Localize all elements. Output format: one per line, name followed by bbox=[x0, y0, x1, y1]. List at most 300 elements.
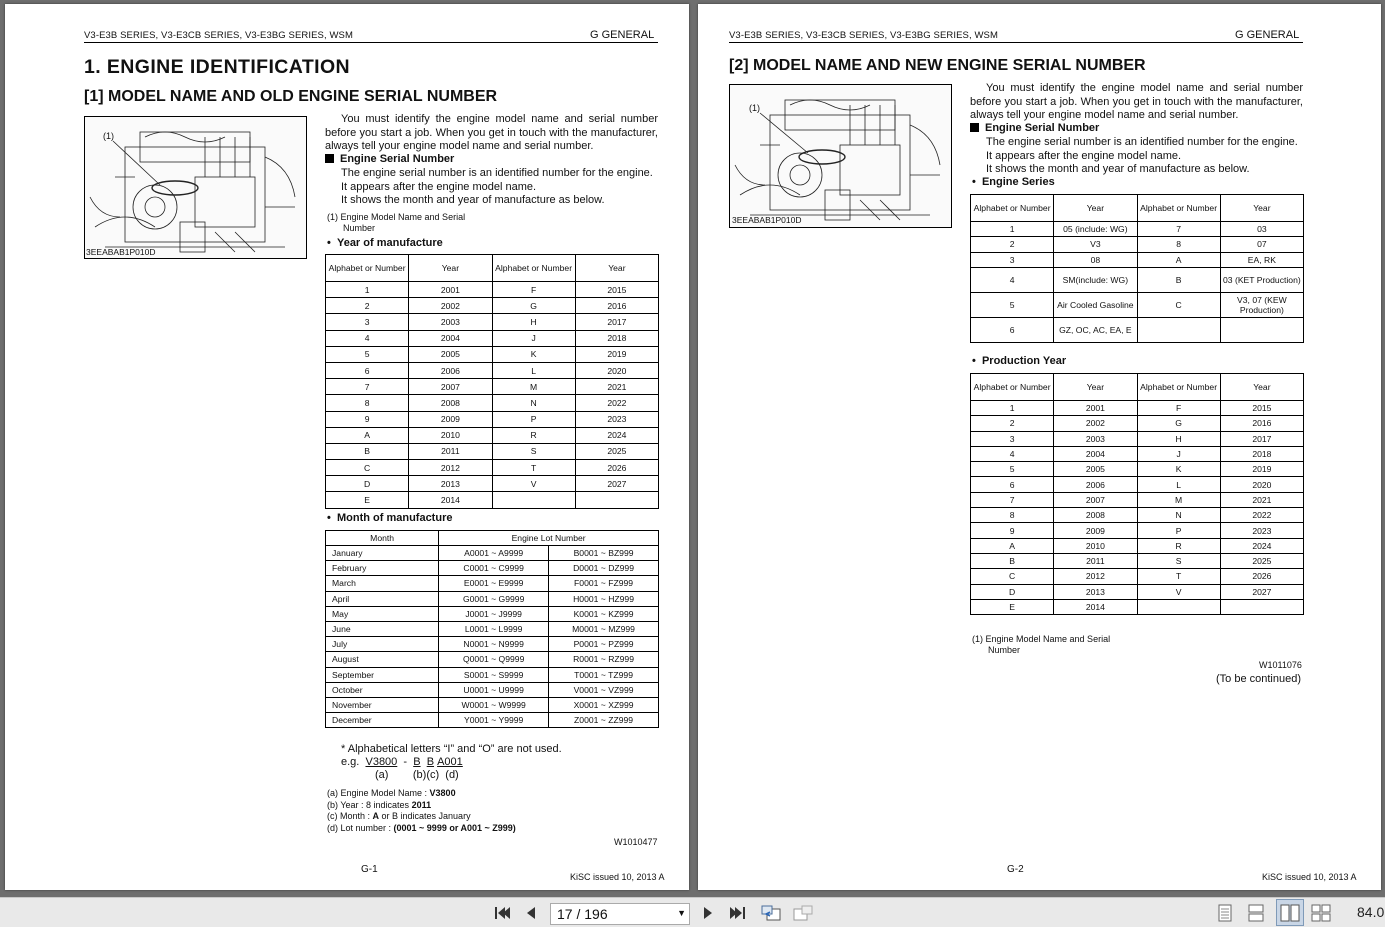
table-cell: 2018 bbox=[575, 330, 658, 346]
table-cell: 7 bbox=[1137, 222, 1220, 237]
table-cell: K0001 ~ KZ999 bbox=[549, 606, 659, 621]
column-header: Month bbox=[326, 531, 439, 546]
table-cell: 1 bbox=[326, 282, 409, 298]
table-cell: T bbox=[1137, 569, 1220, 584]
table-row bbox=[326, 713, 659, 728]
column-header: Alphabet or Number bbox=[492, 255, 575, 282]
square-bullet-icon bbox=[970, 123, 979, 132]
table-cell: 2 bbox=[971, 237, 1054, 252]
table-cell: 2 bbox=[971, 416, 1054, 431]
table-cell: C0001 ~ C9999 bbox=[439, 561, 549, 576]
section-header: G GENERAL bbox=[1235, 29, 1300, 41]
table-cell: May bbox=[326, 606, 439, 621]
page-number: G-1 bbox=[361, 864, 378, 875]
table-cell: 4 bbox=[971, 267, 1054, 292]
serial-example-labels: (a) (b)(c) (d) bbox=[375, 769, 459, 781]
table-row bbox=[971, 416, 1304, 431]
esn-heading: Engine Serial Number bbox=[325, 153, 454, 165]
table-row bbox=[971, 569, 1304, 584]
table-cell: V3 bbox=[1054, 237, 1137, 252]
table-cell: 2005 bbox=[1054, 462, 1137, 477]
table-cell: Y0001 ~ Y9999 bbox=[439, 713, 549, 728]
table-cell: 1 bbox=[971, 401, 1054, 416]
table-cell: F bbox=[492, 282, 575, 298]
table-cell: 2021 bbox=[1220, 492, 1303, 507]
figure-note-line-1: (1) Engine Model Name and Serial bbox=[972, 634, 1111, 644]
zoom-level[interactable]: 84.0 bbox=[1357, 904, 1385, 920]
figure-callout: (1) bbox=[103, 131, 114, 141]
table-cell: 6 bbox=[971, 477, 1054, 492]
table-cell: 2002 bbox=[409, 298, 492, 314]
table-cell: Z0001 ~ ZZ999 bbox=[549, 713, 659, 728]
table-cell: 5 bbox=[326, 346, 409, 362]
column-header: Year bbox=[1220, 374, 1303, 401]
table-cell: B bbox=[1137, 267, 1220, 292]
table-cell: 2014 bbox=[1054, 599, 1137, 614]
table-cell: 2009 bbox=[1054, 523, 1137, 538]
table-header-row bbox=[971, 195, 1304, 222]
table-cell: A bbox=[1137, 252, 1220, 267]
table-cell: N0001 ~ N9999 bbox=[439, 637, 549, 652]
continuous-view-icon[interactable] bbox=[1245, 898, 1267, 927]
table-row bbox=[326, 346, 659, 362]
table-cell: 6 bbox=[971, 317, 1054, 342]
table-row bbox=[326, 460, 659, 476]
table-row bbox=[971, 446, 1304, 461]
table-cell: K bbox=[492, 346, 575, 362]
table-cell: 2015 bbox=[575, 282, 658, 298]
table-row bbox=[326, 298, 659, 314]
table-cell: 2012 bbox=[1054, 569, 1137, 584]
table-cell: B bbox=[326, 443, 409, 459]
table-row bbox=[326, 362, 659, 378]
table-cell: R0001 ~ RZ999 bbox=[549, 652, 659, 667]
table-cell: 2019 bbox=[575, 346, 658, 362]
next-page-icon[interactable] bbox=[697, 898, 719, 927]
table-cell: January bbox=[326, 546, 439, 561]
table-row bbox=[326, 395, 659, 411]
table-cell: F0001 ~ FZ999 bbox=[549, 576, 659, 591]
table-row bbox=[326, 606, 659, 621]
table-row bbox=[326, 561, 659, 576]
table-row bbox=[326, 637, 659, 652]
table-row bbox=[971, 508, 1304, 523]
esn-line-2: It appears after the engine model name. bbox=[986, 150, 1182, 162]
table-cell: C bbox=[326, 460, 409, 476]
table-cell: 6 bbox=[326, 362, 409, 378]
table-row bbox=[971, 538, 1304, 553]
figure-note-line-2: Number bbox=[988, 645, 1021, 655]
running-header: V3-E3B SERIES, V3-E3CB SERIES, V3-E3BG SERIES, WSM bbox=[729, 30, 998, 41]
table-cell: 7 bbox=[326, 379, 409, 395]
column-header: Year bbox=[409, 255, 492, 282]
table-cell: March bbox=[326, 576, 439, 591]
two-page-continuous-view-icon[interactable] bbox=[1310, 898, 1332, 927]
table-cell: V3, 07 (KEW Production) bbox=[1220, 292, 1303, 317]
table-cell: 2019 bbox=[1220, 462, 1303, 477]
table-row bbox=[971, 317, 1304, 342]
esn-line-1: The engine serial number is an identified number for the engine. bbox=[986, 136, 1298, 148]
table-row bbox=[326, 379, 659, 395]
table-cell: E0001 ~ E9999 bbox=[439, 576, 549, 591]
table-cell: 07 bbox=[1220, 237, 1303, 252]
table-cell: V bbox=[492, 476, 575, 492]
table-row bbox=[326, 591, 659, 606]
table-cell: J0001 ~ J9999 bbox=[439, 606, 549, 621]
table-cell: P bbox=[492, 411, 575, 427]
table-row bbox=[971, 401, 1304, 416]
table-cell: 2024 bbox=[1220, 538, 1303, 553]
table-cell: H bbox=[1137, 431, 1220, 446]
table-cell: J bbox=[1137, 446, 1220, 461]
engine-figure bbox=[729, 84, 952, 228]
table-row bbox=[326, 667, 659, 682]
table-cell bbox=[492, 492, 575, 508]
table-cell: N bbox=[492, 395, 575, 411]
table-cell: 2027 bbox=[575, 476, 658, 492]
table-cell bbox=[1220, 317, 1303, 342]
table-cell: 2011 bbox=[1054, 553, 1137, 568]
table-cell: April bbox=[326, 591, 439, 606]
legend-line: (d) Lot number : (0001 ~ 9999 or A001 ~ Z999) bbox=[327, 822, 516, 833]
table-cell: C bbox=[1137, 292, 1220, 317]
table-row bbox=[326, 411, 659, 427]
table-cell: D bbox=[326, 476, 409, 492]
table-row bbox=[971, 584, 1304, 599]
table-cell: 2016 bbox=[575, 298, 658, 314]
figure-note-line-2: Number bbox=[343, 223, 376, 233]
table-row bbox=[326, 492, 659, 508]
next-view-icon[interactable] bbox=[791, 898, 815, 927]
table-row bbox=[326, 443, 659, 459]
table-cell: Q0001 ~ Q9999 bbox=[439, 652, 549, 667]
table-cell: P0001 ~ PZ999 bbox=[549, 637, 659, 652]
table-cell: M bbox=[1137, 492, 1220, 507]
table-cell: December bbox=[326, 713, 439, 728]
esn-line-1: The engine serial number is an identified number for the engine. bbox=[341, 167, 653, 179]
legend-line: (b) Year : 8 indicates 2011 bbox=[327, 799, 432, 810]
table-cell: 2006 bbox=[1054, 477, 1137, 492]
table-cell bbox=[1220, 599, 1303, 614]
table-cell: 08 bbox=[1054, 252, 1137, 267]
table-row bbox=[326, 427, 659, 443]
figure-callout: (1) bbox=[749, 103, 760, 113]
table-cell: 2017 bbox=[1220, 431, 1303, 446]
section-title: [1] MODEL NAME AND OLD ENGINE SERIAL NUMBER bbox=[84, 88, 498, 105]
table-row bbox=[971, 477, 1304, 492]
table-cell: 2023 bbox=[1220, 523, 1303, 538]
table-cell: 2022 bbox=[1220, 508, 1303, 523]
table-header-row bbox=[326, 531, 659, 546]
column-header: Year bbox=[1054, 374, 1137, 401]
intro-paragraph: You must identify the engine model name and serial number before you start a job. When you get in touch with the manufacturer, always tell your engine model name and serial number. bbox=[970, 82, 1303, 121]
table-cell: 2022 bbox=[575, 395, 658, 411]
engine-series-table bbox=[970, 194, 1304, 343]
esn-line-3: It shows the month and year of manufacture as below. bbox=[341, 194, 605, 206]
esn-line-3: It shows the month and year of manufacture as below. bbox=[986, 163, 1250, 175]
chevron-down-icon[interactable]: ▼ bbox=[677, 908, 686, 918]
prev-page-icon[interactable] bbox=[520, 898, 542, 927]
table-cell: 1 bbox=[971, 222, 1054, 237]
table-cell: B0001 ~ BZ999 bbox=[549, 546, 659, 561]
column-header: Year bbox=[575, 255, 658, 282]
table-cell: July bbox=[326, 637, 439, 652]
table-cell: 5 bbox=[971, 462, 1054, 477]
table-cell: August bbox=[326, 652, 439, 667]
running-header: V3-E3B SERIES, V3-E3CB SERIES, V3-E3BG SERIES, WSM bbox=[84, 30, 353, 41]
table-cell: G bbox=[492, 298, 575, 314]
table-row bbox=[326, 621, 659, 636]
table-cell: GZ, OC, AC, EA, E bbox=[1054, 317, 1137, 342]
column-header: Alphabet or Number bbox=[326, 255, 409, 282]
table-cell: R bbox=[492, 427, 575, 443]
table-cell: L bbox=[1137, 477, 1220, 492]
table-cell: 3 bbox=[971, 431, 1054, 446]
table-cell: September bbox=[326, 667, 439, 682]
column-header: Alphabet or Number bbox=[971, 195, 1054, 222]
engine-illustration bbox=[85, 117, 306, 258]
engine-figure bbox=[84, 116, 307, 259]
table-row bbox=[971, 237, 1304, 252]
table-cell: S bbox=[492, 443, 575, 459]
document-code: W1010477 bbox=[614, 837, 658, 847]
table-cell: 2005 bbox=[409, 346, 492, 362]
table-cell: 2008 bbox=[409, 395, 492, 411]
table-cell: 2008 bbox=[1054, 508, 1137, 523]
table-cell: T bbox=[492, 460, 575, 476]
year-of-manufacture-table bbox=[325, 254, 659, 509]
single-page-view-icon[interactable] bbox=[1214, 898, 1236, 927]
document-page-right bbox=[698, 4, 1381, 890]
table-cell: 2004 bbox=[1054, 446, 1137, 461]
table-cell: 2 bbox=[326, 298, 409, 314]
table-cell: 4 bbox=[326, 330, 409, 346]
table-cell: B bbox=[971, 553, 1054, 568]
table-cell: L bbox=[492, 362, 575, 378]
table-row bbox=[971, 492, 1304, 507]
table-cell: R bbox=[1137, 538, 1220, 553]
table-cell: 2017 bbox=[575, 314, 658, 330]
document-page-left bbox=[5, 4, 689, 890]
table-row bbox=[971, 267, 1304, 292]
table-row bbox=[326, 282, 659, 298]
first-page-icon[interactable] bbox=[490, 898, 514, 927]
table-cell: 2010 bbox=[409, 427, 492, 443]
table-cell: 2027 bbox=[1220, 584, 1303, 599]
table-cell: 2007 bbox=[1054, 492, 1137, 507]
table-cell: 2011 bbox=[409, 443, 492, 459]
table-cell: 2018 bbox=[1220, 446, 1303, 461]
table-cell: 7 bbox=[971, 492, 1054, 507]
table-cell: 2009 bbox=[409, 411, 492, 427]
table-cell: E bbox=[971, 599, 1054, 614]
table-cell: 4 bbox=[971, 446, 1054, 461]
table-cell: N bbox=[1137, 508, 1220, 523]
table-cell: 9 bbox=[971, 523, 1054, 538]
serial-example: e.g. V3800 - B B A001 bbox=[341, 756, 463, 768]
table-cell: 8 bbox=[326, 395, 409, 411]
column-header: Alphabet or Number bbox=[1137, 374, 1220, 401]
table-row bbox=[326, 652, 659, 667]
table-cell: 2025 bbox=[1220, 553, 1303, 568]
table-header-row bbox=[326, 255, 659, 282]
series-heading: • Engine Series bbox=[972, 176, 1055, 188]
table-row bbox=[326, 576, 659, 591]
table-cell: V0001 ~ VZ999 bbox=[549, 682, 659, 697]
year-heading: • Year of manufacture bbox=[327, 237, 443, 249]
column-header: Year bbox=[1054, 195, 1137, 222]
table-cell: J bbox=[492, 330, 575, 346]
month-of-manufacture-table bbox=[325, 530, 659, 728]
column-header: Engine Lot Number bbox=[439, 531, 659, 546]
intro-paragraph: You must identify the engine model name and serial number before you start a job. When you get in touch with the manufacturer, always tell your engine model name and serial number. bbox=[325, 113, 658, 152]
table-cell: K bbox=[1137, 462, 1220, 477]
alphabet-note: * Alphabetical letters “I” and “O” are not used. bbox=[341, 743, 562, 755]
table-header-row bbox=[971, 374, 1304, 401]
table-cell: 2020 bbox=[575, 362, 658, 378]
table-cell: U0001 ~ U9999 bbox=[439, 682, 549, 697]
table-cell: 2014 bbox=[409, 492, 492, 508]
table-cell: 2003 bbox=[409, 314, 492, 330]
table-cell: A bbox=[326, 427, 409, 443]
table-cell: X0001 ~ XZ999 bbox=[549, 697, 659, 712]
table-cell: June bbox=[326, 621, 439, 636]
table-cell: H0001 ~ HZ999 bbox=[549, 591, 659, 606]
table-cell: 2020 bbox=[1220, 477, 1303, 492]
table-cell: 2025 bbox=[575, 443, 658, 459]
table-cell: D0001 ~ DZ999 bbox=[549, 561, 659, 576]
table-cell: C bbox=[971, 569, 1054, 584]
table-row bbox=[971, 292, 1304, 317]
table-cell bbox=[575, 492, 658, 508]
table-cell: 2006 bbox=[409, 362, 492, 378]
table-cell: G0001 ~ G9999 bbox=[439, 591, 549, 606]
table-row bbox=[326, 697, 659, 712]
production-year-heading: • Production Year bbox=[972, 355, 1067, 367]
figure-code: 3EEABAB1P010D bbox=[732, 215, 802, 225]
table-cell: 2012 bbox=[409, 460, 492, 476]
issue-note: KiSC issued 10, 2013 A bbox=[1262, 872, 1357, 882]
table-cell: T0001 ~ TZ999 bbox=[549, 667, 659, 682]
legend-line: (a) Engine Model Name : V3800 bbox=[327, 788, 456, 798]
column-header: Year bbox=[1220, 195, 1303, 222]
table-cell: S bbox=[1137, 553, 1220, 568]
table-cell: W0001 ~ W9999 bbox=[439, 697, 549, 712]
table-cell: 2024 bbox=[575, 427, 658, 443]
table-cell: 3 bbox=[971, 252, 1054, 267]
table-cell: 2007 bbox=[409, 379, 492, 395]
last-page-icon[interactable] bbox=[726, 898, 750, 927]
table-cell: M0001 ~ MZ999 bbox=[549, 621, 659, 636]
table-cell: E bbox=[326, 492, 409, 508]
table-cell: 2002 bbox=[1054, 416, 1137, 431]
square-bullet-icon bbox=[325, 154, 334, 163]
table-cell: 2010 bbox=[1054, 538, 1137, 553]
two-page-view-icon[interactable] bbox=[1276, 899, 1304, 926]
table-row bbox=[326, 330, 659, 346]
page-number: G-2 bbox=[1007, 864, 1024, 875]
esn-line-2: It appears after the engine model name. bbox=[341, 181, 537, 193]
table-cell: 03 (KET Production) bbox=[1220, 267, 1303, 292]
table-cell: 8 bbox=[971, 508, 1054, 523]
table-cell: SM(include: WG) bbox=[1054, 267, 1137, 292]
table-cell: D bbox=[971, 584, 1054, 599]
table-cell: 05 (include: WG) bbox=[1054, 222, 1137, 237]
table-row bbox=[971, 431, 1304, 446]
figure-note-line-1: (1) Engine Model Name and Serial bbox=[327, 212, 466, 222]
table-cell: 2013 bbox=[1054, 584, 1137, 599]
esn-heading: Engine Serial Number bbox=[970, 122, 1099, 134]
issue-note: KiSC issued 10, 2013 A bbox=[570, 872, 665, 882]
table-cell: 5 bbox=[971, 292, 1054, 317]
table-cell: 2004 bbox=[409, 330, 492, 346]
table-cell: 9 bbox=[326, 411, 409, 427]
table-cell: November bbox=[326, 697, 439, 712]
column-header: Alphabet or Number bbox=[971, 374, 1054, 401]
figure-code: 3EEABAB1P010D bbox=[86, 247, 156, 257]
table-cell: October bbox=[326, 682, 439, 697]
table-cell: A bbox=[971, 538, 1054, 553]
chapter-title: 1. ENGINE IDENTIFICATION bbox=[84, 56, 351, 78]
table-cell: 3 bbox=[326, 314, 409, 330]
table-cell: 2016 bbox=[1220, 416, 1303, 431]
section-title: [2] MODEL NAME AND NEW ENGINE SERIAL NUMBER bbox=[729, 57, 1146, 74]
page-number-input[interactable]: 17 / 196 ▼ bbox=[550, 903, 690, 925]
table-cell: G bbox=[1137, 416, 1220, 431]
section-header: G GENERAL bbox=[590, 29, 655, 41]
table-cell: 2015 bbox=[1220, 401, 1303, 416]
table-cell: EA, RK bbox=[1220, 252, 1303, 267]
table-cell: 2001 bbox=[409, 282, 492, 298]
table-cell: M bbox=[492, 379, 575, 395]
table-row bbox=[971, 553, 1304, 568]
table-row bbox=[326, 682, 659, 697]
previous-view-icon[interactable] bbox=[759, 898, 783, 927]
legend-line: (c) Month : A or B indicates January bbox=[327, 811, 471, 821]
table-cell: S0001 ~ S9999 bbox=[439, 667, 549, 682]
month-heading: • Month of manufacture bbox=[327, 512, 453, 524]
table-cell: 2021 bbox=[575, 379, 658, 395]
table-row bbox=[326, 546, 659, 561]
continued-note: (To be continued) bbox=[1216, 673, 1301, 685]
header-rule bbox=[84, 42, 658, 43]
table-row bbox=[326, 476, 659, 492]
table-cell: L0001 ~ L9999 bbox=[439, 621, 549, 636]
table-cell: 2026 bbox=[1220, 569, 1303, 584]
table-cell: 2003 bbox=[1054, 431, 1137, 446]
table-row bbox=[971, 599, 1304, 614]
table-cell bbox=[1137, 599, 1220, 614]
column-header: Alphabet or Number bbox=[1137, 195, 1220, 222]
table-cell: 03 bbox=[1220, 222, 1303, 237]
table-cell: V bbox=[1137, 584, 1220, 599]
table-cell: P bbox=[1137, 523, 1220, 538]
table-cell: 8 bbox=[1137, 237, 1220, 252]
table-row bbox=[971, 252, 1304, 267]
header-rule bbox=[729, 42, 1303, 43]
table-row bbox=[971, 523, 1304, 538]
document-code: W1011076 bbox=[1259, 660, 1302, 670]
table-row bbox=[971, 462, 1304, 477]
table-cell: 2001 bbox=[1054, 401, 1137, 416]
table-cell: A0001 ~ A9999 bbox=[439, 546, 549, 561]
table-cell: 2013 bbox=[409, 476, 492, 492]
table-cell: 2026 bbox=[575, 460, 658, 476]
table-row bbox=[326, 314, 659, 330]
table-cell bbox=[1137, 317, 1220, 342]
table-cell: February bbox=[326, 561, 439, 576]
table-row bbox=[971, 222, 1304, 237]
